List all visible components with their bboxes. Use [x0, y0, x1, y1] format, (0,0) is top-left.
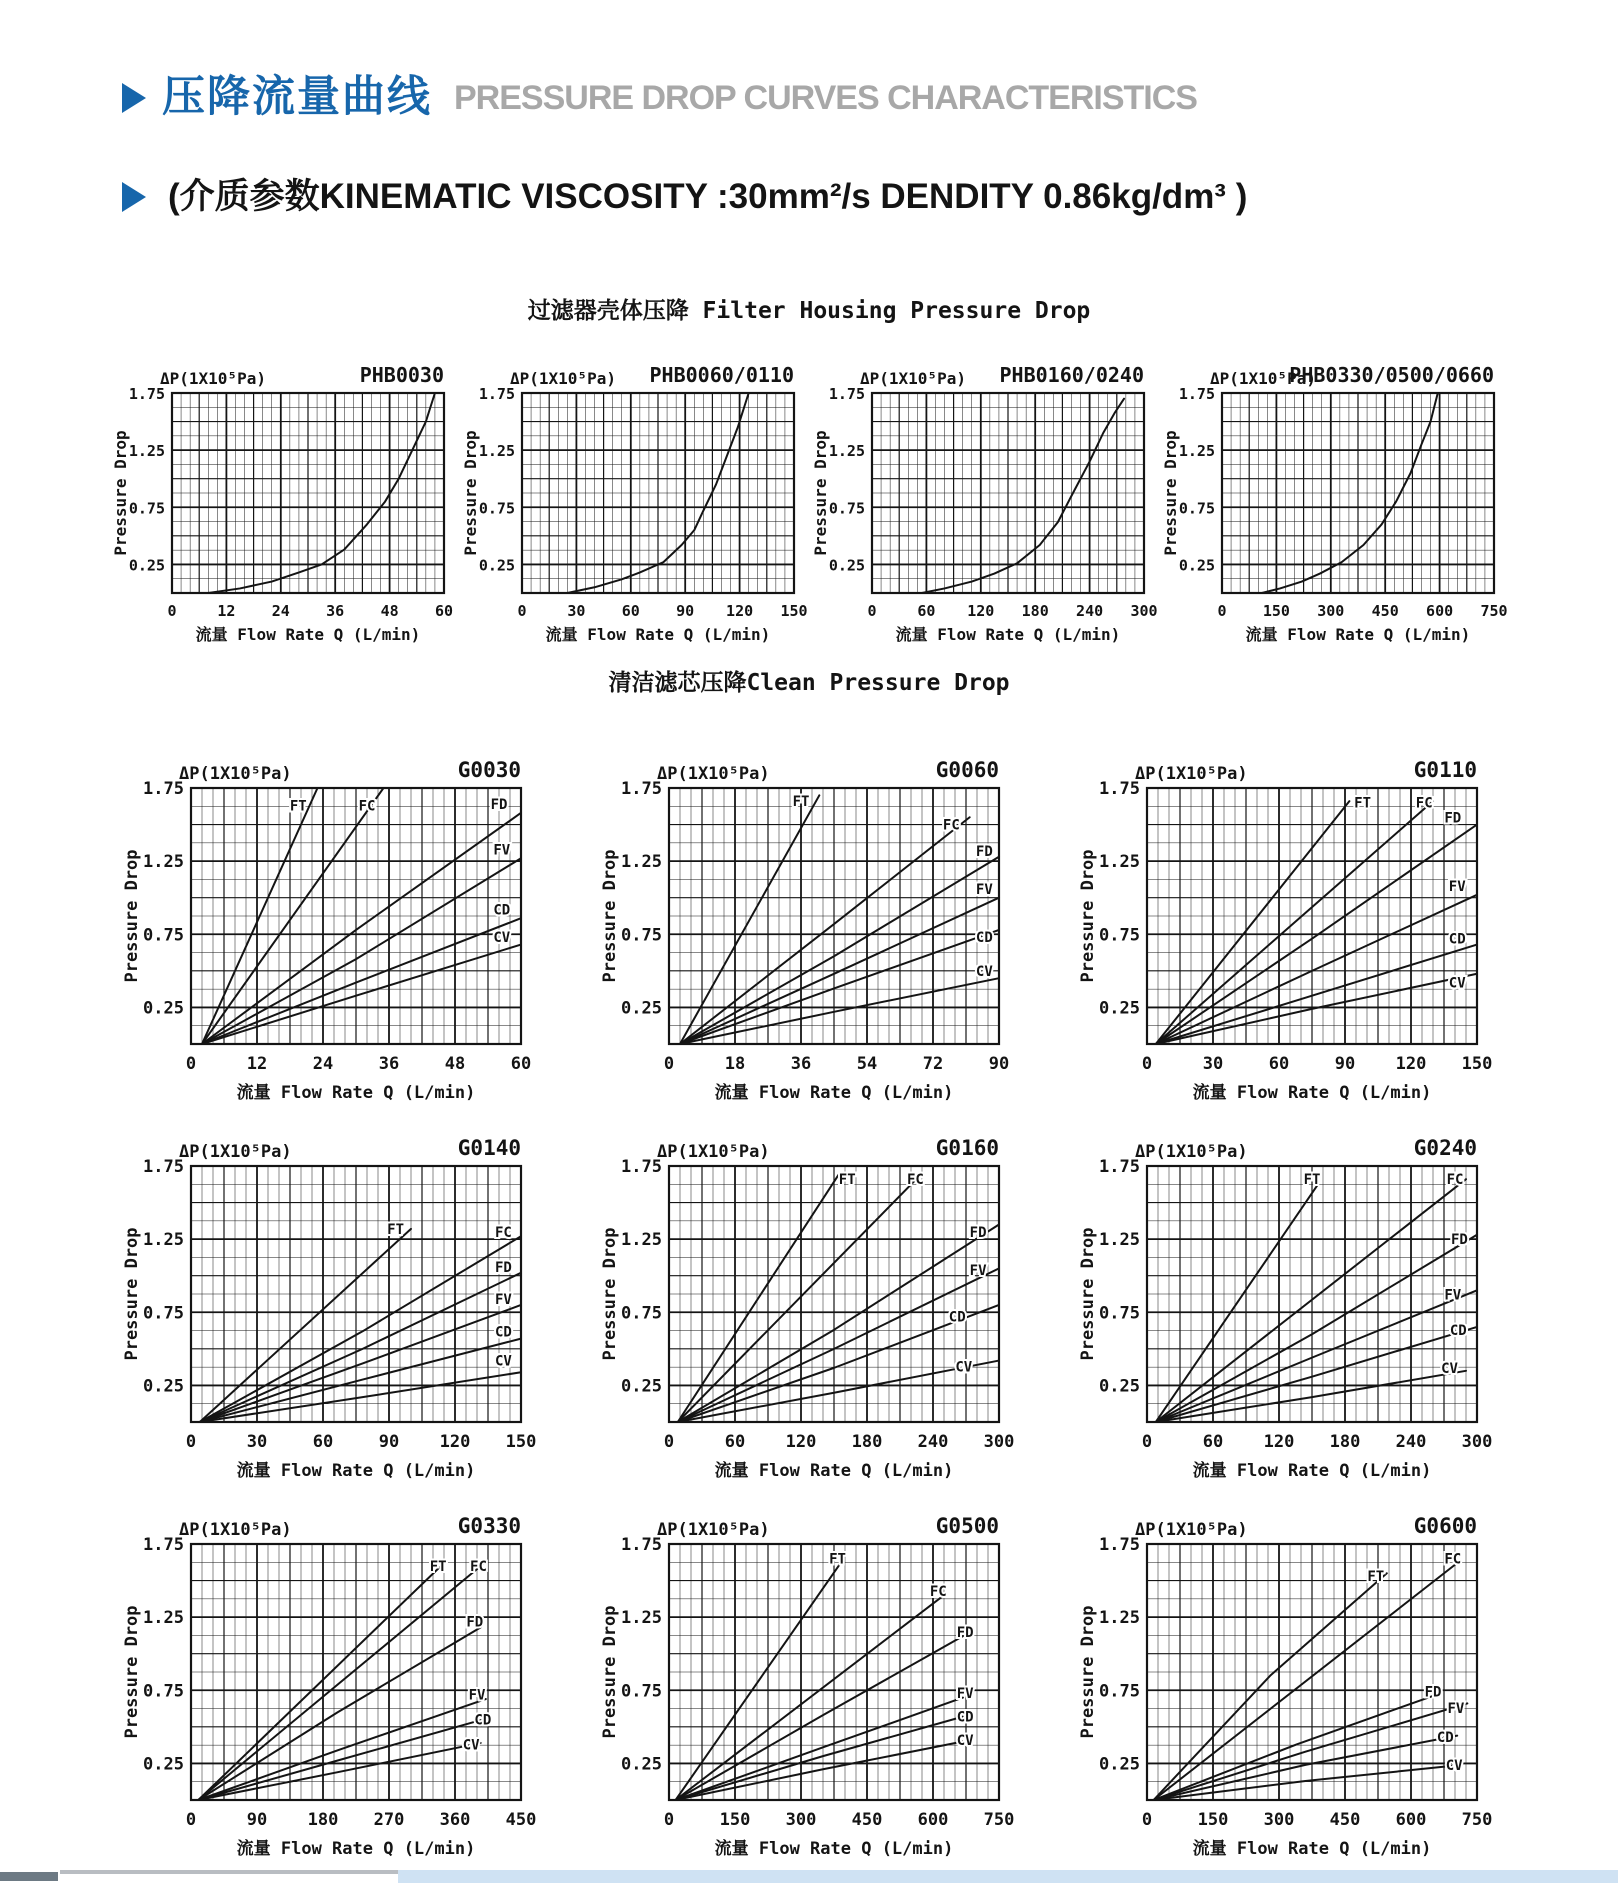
x-tick-label: 120	[967, 602, 995, 620]
curve-label-FD: FD	[1444, 810, 1462, 827]
media-parameters-line	[122, 178, 1247, 217]
x-tick-label: 36	[326, 602, 345, 620]
x-tick-label: 48	[444, 1054, 466, 1074]
curve-label-FT: FT	[387, 1221, 405, 1238]
chart-title: PHB0160/0240	[999, 363, 1144, 387]
x-axis-label: 流量 Flow Rate Q (L/min)	[1192, 1839, 1432, 1859]
chart-G0330	[121, 1498, 541, 1866]
x-tick-label: 30	[1202, 1054, 1224, 1074]
y-tick-label: 1.75	[621, 1157, 662, 1177]
x-tick-label: 360	[439, 1810, 471, 1830]
x-tick-label: 600	[1395, 1810, 1427, 1830]
chart-title: G0030	[457, 758, 521, 782]
x-tick-label: 270	[373, 1810, 405, 1830]
chart-PHB0030	[110, 330, 458, 652]
y-tick-label: 1.75	[1178, 385, 1215, 403]
x-axis-label: 流量 Flow Rate Q (L/min)	[1192, 1083, 1432, 1103]
x-tick-label: 0	[517, 602, 527, 620]
y-tick-label: 1.75	[1099, 1535, 1140, 1555]
y-tick-label: 0.25	[143, 1754, 184, 1775]
x-tick-label: 240	[1076, 602, 1104, 620]
y-tick-label: 1.25	[621, 1230, 662, 1251]
y-unit-label: ΔP(1X10⁵Pa)	[1210, 369, 1316, 388]
x-tick-label: 0	[663, 1054, 675, 1074]
curve-CD	[1156, 945, 1477, 1044]
y-axis-label: Pressure Drop	[1078, 1227, 1098, 1361]
x-tick-label: 0	[185, 1054, 197, 1074]
curve-label-FT: FT	[429, 1558, 447, 1575]
media-parameters-text: (介质参数KINEMATIC VISCOSITY :30mm²/s DENDITY 0.86kg/dm³ )	[168, 177, 1248, 216]
y-tick-label: 0.25	[478, 556, 515, 575]
y-tick-label: 1.25	[1099, 1230, 1140, 1251]
curve-label-FC: FC	[1444, 1551, 1462, 1568]
y-tick-label: 1.25	[143, 852, 184, 873]
chart-G0060	[599, 742, 1019, 1110]
x-tick-label: 300	[983, 1432, 1015, 1452]
curve-label-FV: FV	[975, 881, 993, 898]
chart-title: G0060	[935, 758, 999, 782]
chart-G0500	[599, 1498, 1019, 1866]
y-tick-label: 0.25	[143, 998, 184, 1019]
y-axis-label: Pressure Drop	[1161, 430, 1180, 556]
y-tick-label: 0.25	[621, 1754, 662, 1775]
x-tick-label: 72	[922, 1054, 944, 1074]
page-header	[122, 73, 1197, 121]
y-unit-label: ΔP(1X10⁵Pa)	[179, 764, 292, 784]
x-tick-label: 0	[185, 1432, 197, 1452]
y-tick-label: 1.25	[1099, 1608, 1140, 1629]
x-tick-label: 240	[917, 1432, 949, 1452]
curve-FC	[676, 1595, 944, 1800]
x-tick-label: 150	[1197, 1810, 1229, 1830]
y-tick-label: 0.75	[621, 1681, 662, 1702]
y-tick-label: 0.75	[1178, 499, 1215, 518]
x-tick-label: 0	[167, 602, 177, 620]
curve-FD	[1156, 1235, 1477, 1422]
curve-label-FV: FV	[956, 1686, 974, 1703]
curve-FV	[202, 858, 521, 1044]
curve-label-FV: FV	[1448, 879, 1466, 896]
curve-FD	[680, 857, 999, 1044]
y-unit-label: ΔP(1X10⁵Pa)	[160, 369, 266, 388]
y-tick-label: 0.75	[828, 499, 865, 518]
y-tick-label: 0.25	[1099, 998, 1140, 1019]
chart-title: G0160	[935, 1136, 999, 1160]
curve-FV	[1156, 895, 1477, 1044]
footer-gray-line	[60, 1870, 398, 1874]
footer-dark-bar	[0, 1872, 58, 1881]
x-axis-label: 流量 Flow Rate Q (L/min)	[714, 1461, 954, 1481]
x-tick-label: 300	[785, 1810, 817, 1830]
chart-PHB0330-0500-0660	[1160, 330, 1508, 652]
curve-FV	[1156, 1287, 1477, 1422]
curve-label-CV: CV	[975, 963, 993, 980]
y-tick-label: 1.75	[621, 1535, 662, 1555]
x-axis-label: 流量 Flow Rate Q (L/min)	[236, 1461, 476, 1481]
chart-PHB0060-0110	[460, 330, 808, 652]
curve-label-FC: FC	[470, 1558, 487, 1575]
curve-label-FV: FV	[969, 1262, 987, 1279]
x-tick-label: 120	[1395, 1054, 1427, 1074]
curve-FD	[202, 813, 521, 1044]
x-tick-label: 0	[1141, 1810, 1153, 1830]
curve-FT	[676, 1563, 841, 1800]
y-tick-label: 1.25	[143, 1608, 184, 1629]
curve-label-FD: FD	[969, 1224, 987, 1241]
y-unit-label: ΔP(1X10⁵Pa)	[657, 764, 770, 784]
y-tick-label: 0.75	[621, 1303, 662, 1324]
y-unit-label: ΔP(1X10⁵Pa)	[657, 1520, 770, 1540]
y-axis-label: Pressure Drop	[122, 1605, 142, 1739]
arrow-triangle-icon	[122, 83, 146, 113]
x-tick-label: 450	[851, 1810, 883, 1830]
y-axis-label: Pressure Drop	[461, 430, 480, 556]
y-tick-label: 1.75	[143, 779, 184, 799]
x-tick-label: 750	[983, 1810, 1015, 1830]
y-axis-label: Pressure Drop	[111, 430, 130, 556]
curve-label-CV: CV	[462, 1737, 480, 1754]
curve-label-CD: CD	[493, 902, 511, 919]
x-tick-label: 180	[1021, 602, 1049, 620]
chart-title: G0240	[1413, 1136, 1477, 1160]
curve-label-CD: CD	[948, 1309, 966, 1326]
chart-PHB0160-0240	[810, 330, 1158, 652]
y-axis-label: Pressure Drop	[1078, 849, 1098, 983]
y-tick-label: 1.25	[621, 852, 662, 873]
y-tick-label: 0.75	[143, 925, 184, 946]
curve-CV	[198, 1743, 480, 1800]
y-tick-label: 1.25	[1178, 442, 1215, 461]
chart-title: G0110	[1413, 758, 1477, 782]
x-tick-label: 150	[505, 1432, 537, 1452]
y-axis-label: Pressure Drop	[600, 1227, 620, 1361]
chart-title: G0600	[1413, 1514, 1477, 1538]
curve-label-FV: FV	[494, 1292, 512, 1309]
y-tick-label: 1.75	[143, 1157, 184, 1177]
y-tick-label: 0.25	[828, 556, 865, 575]
curve-label-FT: FT	[1303, 1172, 1321, 1189]
page-title-en: PRESSURE DROP CURVES CHARACTERISTICS	[454, 78, 1197, 117]
chart-G0110	[1077, 742, 1497, 1110]
x-tick-label: 0	[867, 602, 877, 620]
y-tick-label: 0.25	[1099, 1754, 1140, 1775]
curve-CV	[676, 1741, 963, 1800]
arrow-triangle-icon	[122, 182, 146, 212]
y-tick-label: 0.75	[128, 499, 165, 518]
x-tick-label: 300	[1263, 1810, 1295, 1830]
curve-label-FV: FV	[1447, 1700, 1465, 1717]
curve-CD	[676, 1717, 963, 1800]
curve-FD	[200, 1273, 521, 1422]
x-tick-label: 60	[312, 1432, 334, 1452]
curve-CD	[1156, 1327, 1477, 1422]
y-unit-label: ΔP(1X10⁵Pa)	[510, 369, 616, 388]
y-tick-label: 1.25	[478, 442, 515, 461]
curve-label-CD: CD	[474, 1712, 492, 1729]
x-tick-label: 60	[510, 1054, 532, 1074]
y-tick-label: 1.25	[621, 1608, 662, 1629]
curve-label-FC: FC	[1415, 795, 1433, 812]
curve-label-FT: FT	[792, 794, 810, 811]
curve-label-FT: FT	[1354, 795, 1372, 812]
x-axis-label: 流量 Flow Rate Q (L/min)	[1245, 625, 1471, 644]
x-axis-label: 流量 Flow Rate Q (L/min)	[545, 625, 771, 644]
x-tick-label: 300	[1130, 602, 1158, 620]
y-tick-label: 0.25	[621, 998, 662, 1019]
y-tick-label: 0.75	[478, 499, 515, 518]
x-axis-label: 流量 Flow Rate Q (L/min)	[195, 625, 421, 644]
x-tick-label: 90	[988, 1054, 1010, 1074]
y-tick-label: 1.75	[828, 385, 865, 403]
page-title-cn: 压降流量曲线	[162, 73, 432, 121]
x-tick-label: 60	[1202, 1432, 1224, 1452]
y-tick-label: 1.25	[828, 442, 865, 461]
x-tick-label: 150	[1262, 602, 1290, 620]
y-tick-label: 0.75	[143, 1681, 184, 1702]
chart-G0240	[1077, 1120, 1497, 1488]
x-tick-label: 300	[1317, 602, 1345, 620]
curve-FV	[676, 1698, 963, 1800]
x-axis-label: 流量 Flow Rate Q (L/min)	[714, 1083, 954, 1103]
curve-FD	[676, 1636, 963, 1800]
curve-label-FD: FD	[1424, 1684, 1442, 1701]
y-tick-label: 0.75	[1099, 1681, 1140, 1702]
y-tick-label: 1.25	[128, 442, 165, 461]
x-tick-label: 36	[790, 1054, 812, 1074]
x-axis-label: 流量 Flow Rate Q (L/min)	[1192, 1461, 1432, 1481]
curve-FC	[198, 1563, 484, 1800]
y-tick-label: 0.75	[143, 1303, 184, 1324]
x-tick-label: 0	[1141, 1432, 1153, 1452]
curve-FT	[200, 1229, 411, 1422]
x-tick-label: 750	[1461, 1810, 1493, 1830]
chart-title: PHB0060/0110	[649, 363, 794, 387]
x-axis-label: 流量 Flow Rate Q (L/min)	[895, 625, 1121, 644]
curve-label-FT: FT	[829, 1551, 846, 1568]
curve-label-FV: FV	[468, 1687, 486, 1704]
x-tick-label: 90	[378, 1432, 400, 1452]
x-tick-label: 0	[1141, 1054, 1153, 1074]
clean-charts-row-3	[0, 1498, 1618, 1866]
y-tick-label: 1.25	[1099, 852, 1140, 873]
curve-label-CD: CD	[956, 1709, 974, 1726]
curve-label-CV: CV	[956, 1733, 974, 1750]
x-axis-label: 流量 Flow Rate Q (L/min)	[236, 1839, 476, 1859]
curve-label-FD: FD	[975, 843, 993, 860]
chart-title: PHB0330/0500/0660	[1289, 363, 1494, 387]
x-tick-label: 24	[312, 1054, 334, 1074]
y-tick-label: 0.75	[621, 925, 662, 946]
housing-charts-row	[0, 330, 1618, 652]
y-tick-label: 1.75	[1099, 1157, 1140, 1177]
x-tick-label: 240	[1395, 1432, 1427, 1452]
x-tick-label: 150	[719, 1810, 751, 1830]
curve-label-CV: CV	[1445, 1757, 1463, 1774]
clean-charts-row-1	[0, 742, 1618, 1110]
x-tick-label: 120	[439, 1432, 471, 1452]
y-axis-label: Pressure Drop	[600, 1605, 620, 1739]
chart-G0160	[599, 1120, 1019, 1488]
chart-G0600	[1077, 1498, 1497, 1866]
y-axis-label: Pressure Drop	[1078, 1605, 1098, 1739]
x-tick-label: 12	[246, 1054, 268, 1074]
x-tick-label: 750	[1480, 602, 1508, 620]
clean-charts-row-2	[0, 1120, 1618, 1488]
curve-label-FV: FV	[493, 842, 511, 859]
x-tick-label: 180	[851, 1432, 883, 1452]
curve-label-FD: FD	[466, 1614, 484, 1631]
clean-charts-grid	[0, 742, 1618, 1866]
x-tick-label: 48	[380, 602, 399, 620]
y-tick-label: 1.75	[143, 1535, 184, 1555]
y-tick-label: 1.75	[478, 385, 515, 403]
y-axis-label: Pressure Drop	[122, 1227, 142, 1361]
chart-G0030	[121, 742, 541, 1110]
curve-label-CD: CD	[1449, 1322, 1467, 1339]
y-tick-label: 0.75	[1099, 1303, 1140, 1324]
x-tick-label: 12	[217, 602, 236, 620]
x-tick-label: 30	[567, 602, 586, 620]
curve-label-FC: FC	[906, 1172, 924, 1189]
x-tick-label: 30	[246, 1432, 268, 1452]
y-tick-label: 1.25	[143, 1230, 184, 1251]
curve-FV	[678, 1268, 999, 1422]
y-tick-label: 0.25	[143, 1376, 184, 1397]
y-tick-label: 1.75	[621, 779, 662, 799]
chart-title: PHB0030	[359, 363, 444, 387]
x-tick-label: 150	[1461, 1054, 1493, 1074]
x-tick-label: 90	[676, 602, 695, 620]
chart-title: G0500	[935, 1514, 999, 1538]
y-unit-label: ΔP(1X10⁵Pa)	[860, 369, 966, 388]
y-unit-label: ΔP(1X10⁵Pa)	[179, 1142, 292, 1162]
x-axis-label: 流量 Flow Rate Q (L/min)	[714, 1839, 954, 1859]
curve-label-CV: CV	[493, 930, 511, 947]
curve-FT	[1154, 1573, 1387, 1800]
curve-FV	[200, 1305, 521, 1422]
x-tick-label: 300	[1461, 1432, 1493, 1452]
x-tick-label: 90	[246, 1810, 268, 1830]
x-tick-label: 600	[917, 1810, 949, 1830]
curve-FV	[198, 1699, 485, 1800]
x-tick-label: 450	[1371, 602, 1399, 620]
curve-CV	[202, 945, 521, 1044]
y-tick-label: 0.25	[1178, 556, 1215, 575]
curve-label-FV: FV	[1444, 1287, 1462, 1304]
chart-title: G0140	[457, 1136, 521, 1160]
curve-label-CV: CV	[1448, 975, 1466, 992]
x-tick-label: 60	[621, 602, 640, 620]
y-tick-label: 1.75	[1099, 779, 1140, 799]
housing-section-title: 过滤器壳体压降 Filter Housing Pressure Drop	[527, 298, 1091, 324]
chart-title: G0330	[457, 1514, 521, 1538]
curve-label-CD: CD	[975, 930, 993, 947]
y-axis-label: Pressure Drop	[811, 430, 830, 556]
x-tick-label: 450	[505, 1810, 537, 1830]
curve-label-FT: FT	[289, 798, 307, 815]
curve-label-FC: FC	[358, 798, 376, 815]
y-tick-label: 0.25	[128, 556, 165, 575]
curve-label-FC: FC	[942, 817, 960, 834]
curve-label-FD: FD	[1450, 1232, 1468, 1249]
curve-label-FT: FT	[838, 1172, 856, 1189]
x-tick-label: 600	[1426, 602, 1454, 620]
curve-label-CV: CV	[494, 1353, 512, 1370]
curve-label-FC: FC	[494, 1224, 512, 1241]
y-tick-label: 0.25	[621, 1376, 662, 1397]
x-tick-label: 60	[434, 602, 454, 620]
x-tick-label: 0	[185, 1810, 197, 1830]
x-tick-label: 90	[1334, 1054, 1356, 1074]
y-unit-label: ΔP(1X10⁵Pa)	[1135, 764, 1248, 784]
y-unit-label: ΔP(1X10⁵Pa)	[657, 1142, 770, 1162]
y-axis-label: Pressure Drop	[122, 849, 142, 983]
x-tick-label: 120	[726, 602, 754, 620]
x-tick-label: 54	[856, 1054, 878, 1074]
curve-label-CD: CD	[494, 1324, 512, 1341]
x-tick-label: 120	[1263, 1432, 1295, 1452]
y-unit-label: ΔP(1X10⁵Pa)	[1135, 1520, 1248, 1540]
x-tick-label: 0	[663, 1432, 675, 1452]
curve-label-FC: FC	[1446, 1172, 1464, 1189]
x-tick-label: 60	[724, 1432, 746, 1452]
curve-label-CD: CD	[1448, 931, 1466, 948]
footer-blue-bar	[398, 1870, 1618, 1883]
x-axis-label: 流量 Flow Rate Q (L/min)	[236, 1083, 476, 1103]
x-tick-label: 24	[271, 602, 290, 620]
y-tick-label: 1.75	[128, 385, 165, 403]
x-tick-label: 18	[724, 1054, 746, 1074]
curve-label-FD: FD	[494, 1259, 512, 1276]
x-tick-label: 0	[663, 1810, 675, 1830]
y-tick-label: 0.75	[1099, 925, 1140, 946]
curve-CV	[680, 978, 999, 1044]
clean-section-title: 清洁滤芯压降Clean Pressure Drop	[608, 670, 1010, 696]
curve-CV	[678, 1361, 999, 1422]
y-axis-label: Pressure Drop	[600, 849, 620, 983]
y-tick-label: 0.25	[1099, 1376, 1140, 1397]
curve-label-FT: FT	[1367, 1569, 1385, 1586]
curve-label-CD: CD	[1436, 1730, 1454, 1747]
curve-label-FC: FC	[929, 1583, 947, 1600]
curve-label-FD: FD	[490, 797, 508, 814]
x-tick-label: 180	[1329, 1432, 1361, 1452]
y-unit-label: ΔP(1X10⁵Pa)	[1135, 1142, 1248, 1162]
x-tick-label: 120	[785, 1432, 817, 1452]
curve-label-CV: CV	[955, 1359, 973, 1376]
curve-label-CV: CV	[1441, 1360, 1458, 1377]
x-tick-label: 36	[378, 1054, 400, 1074]
x-tick-label: 450	[1329, 1810, 1361, 1830]
chart-G0140	[121, 1120, 541, 1488]
curve-FC	[200, 1236, 521, 1422]
x-tick-label: 0	[1217, 602, 1227, 620]
y-unit-label: ΔP(1X10⁵Pa)	[179, 1520, 292, 1540]
curve-FV	[1154, 1700, 1468, 1800]
curve-label-FD: FD	[956, 1624, 974, 1641]
x-tick-label: 60	[917, 602, 936, 620]
x-tick-label: 60	[1268, 1054, 1290, 1074]
x-tick-label: 150	[780, 602, 808, 620]
x-tick-label: 180	[307, 1810, 339, 1830]
